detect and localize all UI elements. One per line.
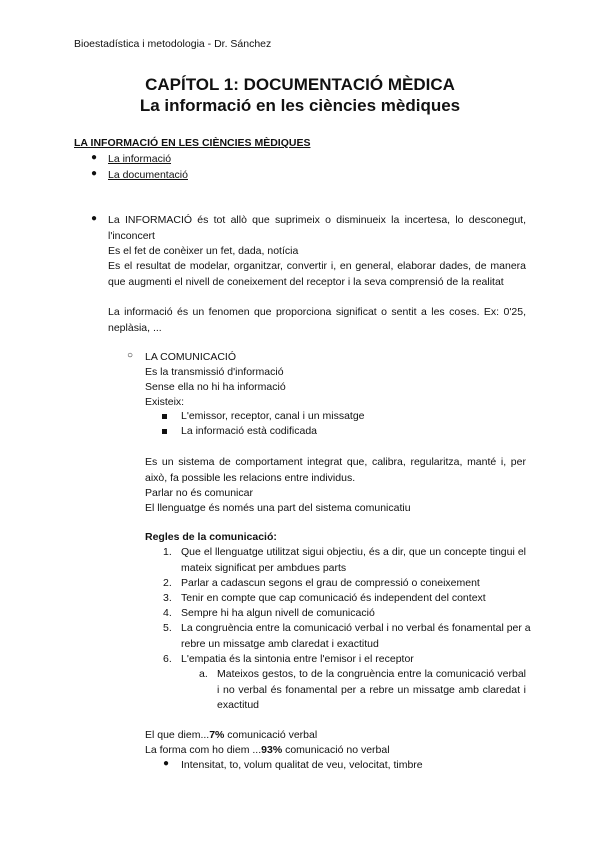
page-title: CAPÍTOL 1: DOCUMENTACIÓ MÈDICA [145,75,455,94]
list-number: 1. [163,546,172,558]
closing-bullet: Intensitat, to, volum qualitat de veu, velocitat, timbre [181,759,423,771]
percentage-verbal: 7% [209,729,225,741]
bullet-icon: ● [163,758,170,769]
comunicacio-heading: LA COMUNICACIÓ [145,351,237,363]
bullet-icon: ● [91,152,98,163]
regla-item: La congruència entre la comunicació verbal i no verbal és fonamental per a rebre un missatge amb claredat i exactitud [181,622,531,650]
informacio-line-3: Es el resultat de modelar, organitzar, convertir i, en general, elaborar dades, de manera que augmenti el nivell de coneixement del receptor i la seva comprensió de la realitat [108,260,526,288]
closing-text: comunicació no verbal [282,744,390,756]
comunicacio-line-2: Sense ella no hi ha informació [145,381,286,393]
toc-link-informacio[interactable]: La informació [108,153,172,165]
list-number: 6. [163,653,172,665]
informacio-line-4: La informació és un fenomen que proporciona significat o sentit a les coses. Ex: 0'25, neplàsia, ... [108,306,526,334]
informacio-line-2: Es el fet de conèixer un fet, dada, notícia [108,245,299,257]
comunicacio-paragraph-3: El llenguatge és només una part del sistema comunicatiu [145,502,411,514]
square-bullet-icon [162,429,167,434]
informacio-definition: La INFORMACIÓ és tot allò que suprimeix o disminueix la incertesa, lo desconegut, l'inconcert [108,214,526,242]
percentage-non-verbal: 93% [261,744,283,756]
regla-item: Tenir en compte que cap comunicació és independent del context [181,592,486,604]
list-number: 2. [163,577,172,589]
regla-item: Sempre hi ha algun nivell de comunicació [181,607,375,619]
comunicacio-line-3: Existeix: [145,396,185,408]
toc-link-documentacio[interactable]: La documentació [108,169,188,181]
square-bullet-icon [162,414,167,419]
list-letter: a. [199,668,208,680]
circle-bullet-icon: ○ [127,350,134,361]
page-header: Bioestadística i metodologia - Dr. Sánchez [74,38,272,50]
closing-line-2 [145,743,390,759]
list-number: 3. [163,592,172,604]
regla-item: Que el llenguatge utilitzat sigui objectiu, és a dir, que un concepte tingui el mateix significat per ambdues parts [181,546,526,574]
section-heading: LA INFORMACIÓ EN LES CIÈNCIES MÈDIQUES [74,137,311,149]
closing-text: El que diem... [145,729,210,741]
regla-item: L'empatia és la sintonia entre l'emisor i el receptor [181,653,414,665]
list-number: 5. [163,622,172,634]
regles-heading: Regles de la comunicació: [145,531,277,543]
bullet-icon: ● [91,213,98,224]
closing-text: La forma com ho diem ... [145,744,262,756]
list-number: 4. [163,607,172,619]
comunicacio-paragraph-1: Es un sistema de comportament integrat que, calibra, regularitza, manté i, per això, fa possible les relacions entre individus. [145,456,526,484]
closing-line-1 [145,728,317,744]
closing-text: comunicació verbal [224,729,318,741]
comunicacio-paragraph-2: Parlar no és comunicar [145,487,253,499]
regla-item: Parlar a cadascun segons el grau de compressió o coneixement [181,577,480,589]
comunicacio-sub-2: La informació està codificada [181,425,317,437]
comunicacio-sub-1: L'emissor, receptor, canal i un missatge [181,410,365,422]
comunicacio-line-1: Es la transmissió d'informació [145,366,284,378]
page-subtitle: La informació en les ciències mèdiques [139,96,461,115]
regla-subitem: Mateixos gestos, to de la congruència entre la comunicació verbal i no verbal és fonamental per a rebre un missatge amb claredat i exactitud [217,668,526,711]
bullet-icon: ● [91,168,98,179]
